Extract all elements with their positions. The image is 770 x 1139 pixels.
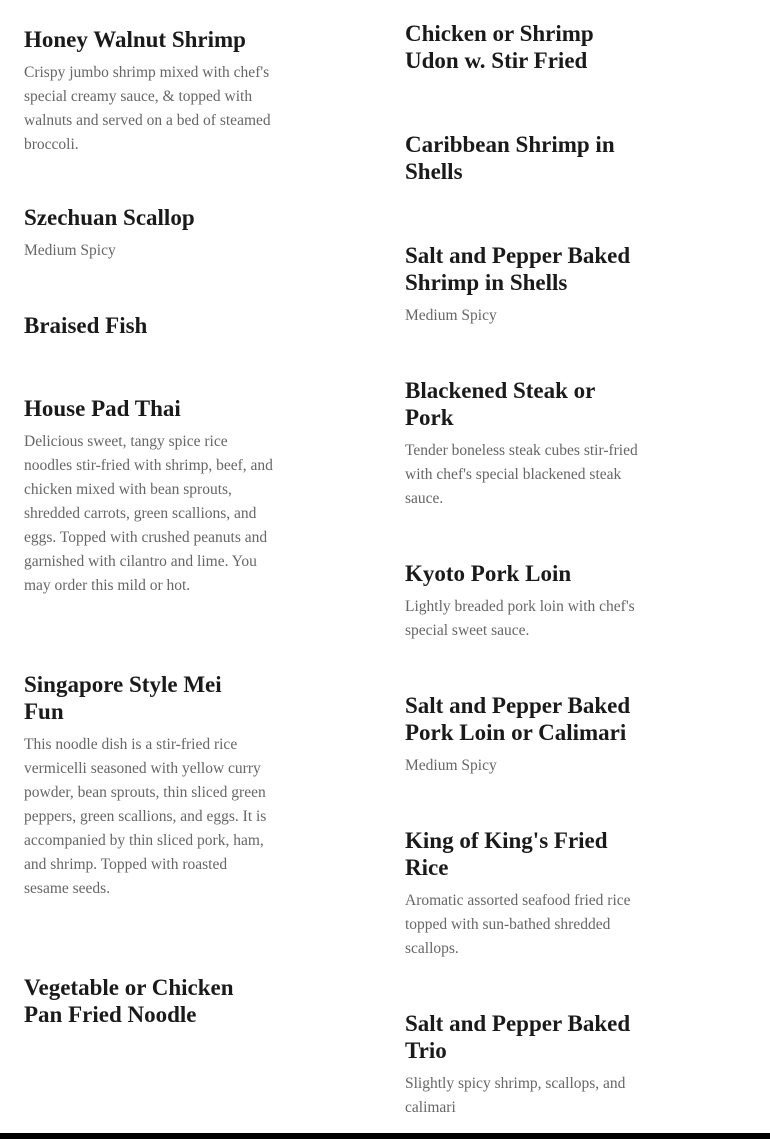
menu-item-title: Vegetable or Chicken Pan Fried Noodle: [24, 975, 234, 1027]
menu-item: [405, 692, 655, 778]
menu-item-title: Braised Fish: [24, 313, 148, 338]
menu-item: [24, 204, 274, 263]
menu-item-description: Medium Spicy: [405, 307, 497, 324]
menu-item: [24, 395, 274, 598]
menu-item-title: King of King's Fried Rice: [405, 828, 608, 880]
menu-item-description: Lightly breaded pork loin with chef's special sweet sauce.: [405, 598, 635, 639]
menu-item-title: Kyoto Pork Loin: [405, 561, 572, 586]
menu-item-title: Singapore Style Mei Fun: [24, 672, 222, 724]
menu-item-description: Tender boneless steak cubes stir-fried with chef's special blackened steak sauce.: [405, 442, 638, 507]
menu-item-description: Aromatic assorted seafood fried rice topped with sun-bathed shredded scallops.: [405, 892, 631, 957]
menu-item: [405, 242, 655, 328]
menu-item-title: Chicken or Shrimp Udon w. Stir Fried: [405, 21, 594, 73]
menu-item-description: Medium Spicy: [24, 242, 116, 259]
menu-item: [405, 1010, 655, 1120]
menu-item-description: Slightly spicy shrimp, scallops, and calimari: [405, 1075, 626, 1116]
menu-item: [405, 560, 655, 643]
menu-item: [405, 377, 655, 511]
menu-item-title: Szechuan Scallop: [24, 205, 195, 230]
menu-item: [405, 827, 655, 961]
menu-item-title: House Pad Thai: [24, 396, 181, 421]
bottom-bar: [0, 1133, 770, 1139]
menu-item-title: Salt and Pepper Baked Pork Loin or Calimari: [405, 693, 631, 745]
menu-item: [24, 312, 274, 339]
menu-item-title: Caribbean Shrimp in Shells: [405, 132, 615, 184]
menu-item-title: Honey Walnut Shrimp: [24, 27, 246, 52]
menu-item-description: Medium Spicy: [405, 757, 497, 774]
menu-item-description: Delicious sweet, tangy spice rice noodles stir-fried with shrimp, beef, and chicken mixed with bean sprouts, shredded carrots, green scallions, and eggs. Topped with crushed peanuts and garnished with cilantro and lime. You may order this mild or hot.: [24, 433, 273, 594]
menu-item-description: Crispy jumbo shrimp mixed with chef's special creamy sauce, & topped with walnuts and served on a bed of steamed broccoli.: [24, 64, 271, 153]
menu-item: [24, 974, 274, 1028]
menu-item-title: Salt and Pepper Baked Trio: [405, 1011, 631, 1063]
menu-item: [405, 131, 655, 185]
menu-item: [24, 671, 274, 901]
menu-item: [405, 20, 655, 74]
menu-item-description: This noodle dish is a stir-fried rice vermicelli seasoned with yellow curry powder, bean sprouts, thin sliced green peppers, green scallions, and eggs. It is accompanied by thin sliced pork, ham, and shrimp. Topped with roasted sesame seeds.: [24, 736, 267, 897]
menu-item-title: Salt and Pepper Baked Shrimp in Shells: [405, 243, 631, 295]
menu-item: [24, 26, 274, 157]
menu-item-title: Blackened Steak or Pork: [405, 378, 596, 430]
